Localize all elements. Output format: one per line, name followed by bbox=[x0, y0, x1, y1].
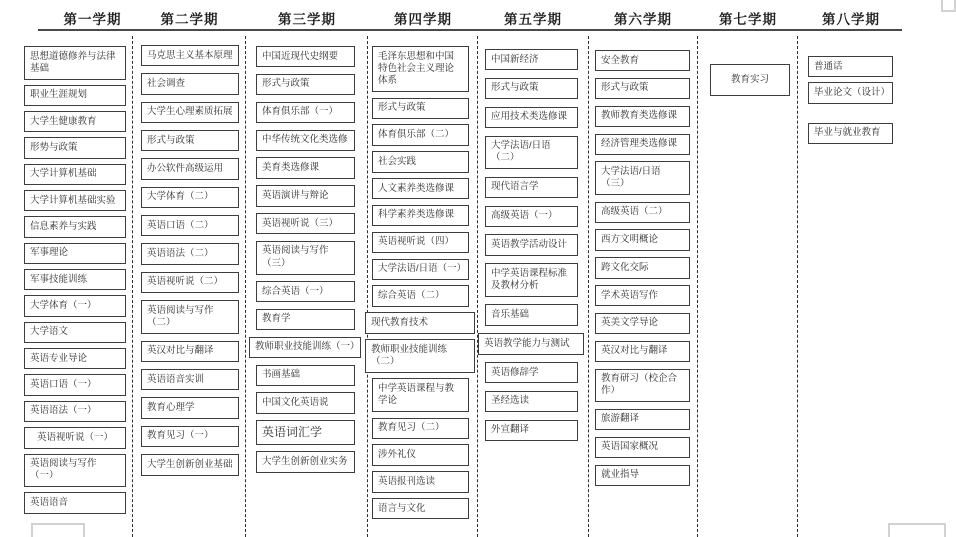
course-box: 现代语言学 bbox=[485, 177, 578, 198]
header-underline bbox=[38, 29, 902, 31]
course-box: 马克思主义基本原理 bbox=[141, 45, 239, 66]
course-box: 教育心理学 bbox=[141, 397, 239, 418]
semester-column-2 bbox=[141, 45, 239, 476]
course-box: 高级英语（二） bbox=[595, 202, 690, 223]
column-divider bbox=[697, 36, 698, 537]
semester-column-1 bbox=[24, 46, 126, 514]
course-box: 体育俱乐部（二） bbox=[372, 124, 469, 145]
course-box: 英语国家概况 bbox=[595, 437, 690, 458]
cutoff-box-artifact bbox=[888, 523, 946, 537]
course-box: 教育见习（二） bbox=[372, 418, 469, 439]
course-box: 中国文化英语说 bbox=[256, 392, 355, 413]
course-box: 大学法语/日语（一） bbox=[372, 259, 469, 280]
column-divider bbox=[477, 36, 478, 537]
course-box: 大学计算机基础实验 bbox=[24, 190, 126, 211]
course-box: 形式与政策 bbox=[372, 98, 469, 119]
course-box: 大学法语/日语（二） bbox=[485, 136, 578, 170]
course-box: 社会实践 bbox=[372, 151, 469, 172]
course-box: 音乐基础 bbox=[485, 304, 578, 325]
course-box: 人文素养类选修课 bbox=[372, 178, 469, 199]
course-box: 科学素养类选修课 bbox=[372, 205, 469, 226]
course-box: 教育实习 bbox=[710, 64, 790, 96]
semester-column-4 bbox=[372, 46, 469, 519]
course-box: 毛泽东思想和中国特色社会主义理论体系 bbox=[372, 46, 469, 92]
course-box: 英语教学活动设计 bbox=[485, 234, 578, 255]
course-box: 毕业论文（设计） bbox=[808, 82, 893, 103]
course-box: 中国近现代史纲要 bbox=[256, 46, 355, 67]
course-box: 教师职业技能训练（二） bbox=[365, 339, 475, 373]
course-box: 大学体育（一） bbox=[24, 295, 126, 316]
course-box: 教师职业技能训练（一） bbox=[249, 337, 361, 358]
course-box: 体育俱乐部（一） bbox=[256, 102, 355, 123]
course-box: 大学体育（二） bbox=[141, 187, 239, 208]
course-box: 英语阅读与写作（三） bbox=[256, 241, 355, 275]
course-box: 职业生涯规划 bbox=[24, 85, 126, 106]
course-box: 思想道德修养与法律基础 bbox=[24, 46, 126, 80]
course-box: 大学法语/日语（三） bbox=[595, 161, 690, 195]
course-box: 外宣翻译 bbox=[485, 420, 578, 441]
semester-column-5 bbox=[485, 49, 578, 441]
course-box: 英语阅读与写作（一） bbox=[24, 454, 126, 488]
course-box: 毕业与就业教育 bbox=[808, 123, 893, 144]
course-box: 英汉对比与翻译 bbox=[595, 341, 690, 362]
course-box: 英语口语（一） bbox=[24, 374, 126, 395]
course-box: 英语专业导论 bbox=[24, 348, 126, 369]
course-box: 中国新经济 bbox=[485, 49, 578, 70]
course-box: 英语语法（二） bbox=[141, 243, 239, 264]
course-box: 英美文学导论 bbox=[595, 313, 690, 334]
course-box: 跨文化交际 bbox=[595, 257, 690, 278]
course-box: 军事技能训练 bbox=[24, 269, 126, 290]
course-box: 中学英语课程与教学论 bbox=[372, 378, 469, 412]
course-box: 教育学 bbox=[256, 309, 355, 330]
course-box: 书画基础 bbox=[256, 365, 355, 386]
course-box: 英语语音实训 bbox=[141, 369, 239, 390]
course-box: 信息素养与实践 bbox=[24, 216, 126, 237]
semester-column-3 bbox=[255, 46, 360, 473]
course-box: 圣经选读 bbox=[485, 391, 578, 412]
course-box: 大学生创新创业基础 bbox=[141, 454, 239, 475]
semester-column-6 bbox=[595, 50, 690, 486]
course-box: 形式与政策 bbox=[485, 78, 578, 99]
course-box: 应用技术类选修课 bbox=[485, 107, 578, 128]
course-box: 形势与政策 bbox=[24, 137, 126, 158]
course-box: 现代教育技术 bbox=[365, 312, 475, 333]
course-box: 教师教育类选修课 bbox=[595, 106, 690, 127]
semester-header-8: 第八学期 bbox=[822, 12, 880, 27]
course-box: 英语教学能力与测试 bbox=[478, 333, 584, 354]
course-box: 社会调查 bbox=[141, 73, 239, 94]
course-box: 英语视听说（三） bbox=[256, 213, 355, 234]
course-box: 涉外礼仪 bbox=[372, 444, 469, 465]
column-divider bbox=[132, 36, 133, 537]
course-box: 英语视听说（二） bbox=[141, 272, 239, 293]
course-box: 办公软件高级运用 bbox=[141, 158, 239, 179]
semester-header-6: 第六学期 bbox=[614, 12, 672, 27]
course-box: 语言与文化 bbox=[372, 498, 469, 519]
course-box: 就业指导 bbox=[595, 465, 690, 486]
semester-header-5: 第五学期 bbox=[504, 12, 562, 27]
course-box: 综合英语（二） bbox=[372, 285, 469, 306]
column-divider bbox=[588, 36, 589, 537]
course-box: 英语演讲与辩论 bbox=[256, 185, 355, 206]
course-box: 经济管理类选修课 bbox=[595, 134, 690, 155]
course-box: 形式与政策 bbox=[256, 74, 355, 95]
course-box: 英语词汇学 bbox=[256, 420, 355, 445]
course-box: 高级英语（一） bbox=[485, 206, 578, 227]
semester-column-8 bbox=[808, 56, 893, 144]
course-box: 军事理论 bbox=[24, 243, 126, 264]
semester-header-1: 第一学期 bbox=[63, 12, 122, 27]
cutoff-box-artifact bbox=[941, 0, 956, 12]
course-box: 学术英语写作 bbox=[595, 285, 690, 306]
column-divider bbox=[367, 36, 368, 537]
course-box: 英语报刊选读 bbox=[372, 471, 469, 492]
course-box: 英语视听说（一） bbox=[24, 427, 126, 448]
course-box: 美育类选修课 bbox=[256, 157, 355, 178]
course-box: 英语语法（一） bbox=[24, 401, 126, 422]
semester-column-7 bbox=[710, 64, 790, 96]
course-box: 普通话 bbox=[808, 56, 893, 77]
course-box: 大学计算机基础 bbox=[24, 164, 126, 185]
column-divider bbox=[797, 36, 798, 537]
course-box: 中学英语课程标准及教材分析 bbox=[485, 263, 578, 297]
course-box: 大学生健康教育 bbox=[24, 111, 126, 132]
course-box: 英语阅读与写作（二） bbox=[141, 300, 239, 334]
course-box: 英汉对比与翻译 bbox=[141, 341, 239, 362]
column-divider bbox=[245, 36, 246, 537]
semester-header-2: 第二学期 bbox=[160, 12, 219, 27]
course-box: 安全教育 bbox=[595, 50, 690, 71]
course-box: 英语修辞学 bbox=[485, 362, 578, 383]
course-box: 综合英语（一） bbox=[256, 281, 355, 302]
course-box: 形式与政策 bbox=[595, 78, 690, 99]
course-box: 英语口语（二） bbox=[141, 215, 239, 236]
course-box: 形式与政策 bbox=[141, 130, 239, 151]
semester-header-7: 第七学期 bbox=[719, 12, 777, 27]
course-box: 大学生心理素质拓展 bbox=[141, 102, 239, 123]
semester-header-4: 第四学期 bbox=[394, 12, 452, 27]
course-box: 英语语音 bbox=[24, 492, 126, 513]
course-box: 旅游翻译 bbox=[595, 409, 690, 430]
course-box: 英语视听说（四） bbox=[372, 232, 469, 253]
course-box: 教育研习（校企合作） bbox=[595, 369, 690, 403]
course-box: 大学生创新创业实务 bbox=[256, 451, 355, 472]
course-box: 大学语文 bbox=[24, 322, 126, 343]
semester-header-3: 第三学期 bbox=[278, 12, 336, 27]
cutoff-box-artifact bbox=[31, 523, 85, 537]
course-box: 教育见习（一） bbox=[141, 426, 239, 447]
course-box: 中华传统文化类选修 bbox=[256, 130, 355, 151]
course-box: 西方文明概论 bbox=[595, 229, 690, 250]
